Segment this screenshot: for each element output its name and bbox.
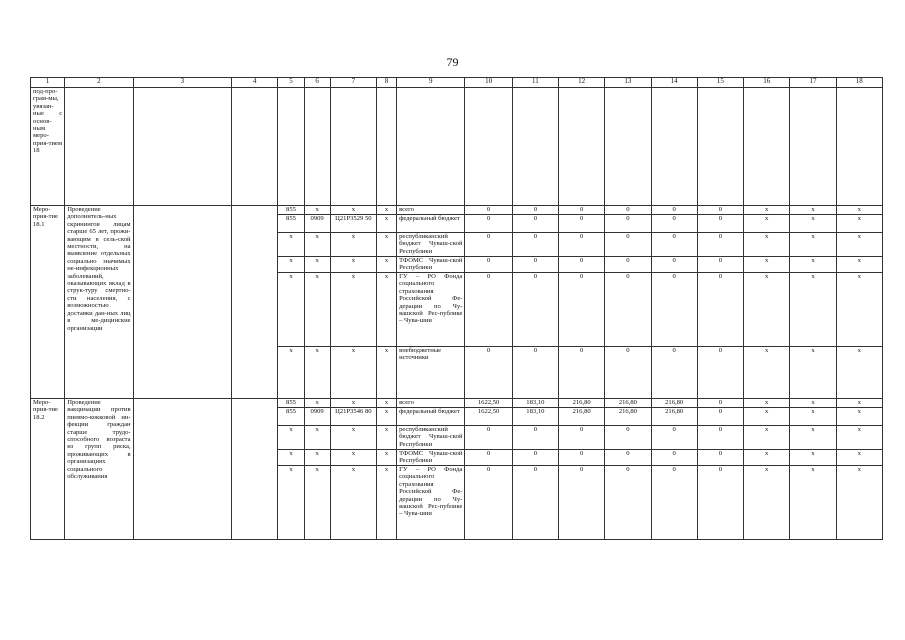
measure-code: Меро-прия-тие 18.2	[31, 399, 65, 540]
column-header-12: 12	[559, 78, 605, 88]
grbs-cell: x	[278, 426, 304, 450]
value-cell-12: 216,80	[559, 408, 605, 426]
value-cell-10: 1622,50	[465, 408, 512, 426]
value-cell-18: x	[836, 426, 882, 450]
target-article-cell: x	[330, 233, 376, 257]
value-cell-18: x	[836, 466, 882, 540]
value-cell-12: 0	[559, 426, 605, 450]
value-cell-13: 0	[605, 426, 651, 450]
measure-title: Проведение дополнитель-ных скринингов лицам старше 65 лет, прожи-вающим в сель-ской местности, на выявление отдельных социально значимых не-инфекционных заболеваний, оказывающих вклад в струк-туру смертно-сти населения, с возможностью доставки дан-ных лиц в ме-дицинские организации	[65, 206, 133, 399]
empty-cell	[232, 399, 278, 540]
subprogram-cell: под-про-грам-мы, увязан-ные с основ-ным меро-прия-тием 18	[31, 88, 65, 206]
value-cell-15: 0	[697, 408, 743, 426]
section-cell: x	[304, 450, 330, 466]
measure-18-2-row	[31, 399, 883, 408]
expense-type-cell: x	[376, 450, 396, 466]
value-cell-17: x	[790, 233, 836, 257]
target-article-cell: Ц21Р3529 50	[330, 215, 376, 233]
value-cell-14: 0	[651, 257, 697, 273]
expense-type-cell: x	[376, 215, 396, 233]
value-cell-11: 183,10	[512, 399, 558, 408]
target-article-cell: x	[330, 347, 376, 399]
value-cell-12: 0	[559, 347, 605, 399]
empty-cell	[133, 399, 232, 540]
value-cell-10: 0	[465, 273, 512, 347]
value-cell-13: 0	[605, 450, 651, 466]
target-article-cell: x	[330, 426, 376, 450]
value-cell-17: x	[790, 257, 836, 273]
section-cell: 0909	[304, 215, 330, 233]
value-cell-12: 0	[559, 257, 605, 273]
expense-type-cell: x	[376, 347, 396, 399]
column-header-11: 11	[512, 78, 558, 88]
value-cell-14: 216,80	[651, 399, 697, 408]
section-cell: x	[304, 233, 330, 257]
target-article-cell: x	[330, 466, 376, 540]
value-cell-12: 0	[559, 206, 605, 215]
section-cell: x	[304, 257, 330, 273]
value-cell-10: 0	[465, 206, 512, 215]
value-cell-13: 216,80	[605, 399, 651, 408]
value-cell-11: 0	[512, 273, 558, 347]
value-cell-16: x	[744, 450, 790, 466]
header-row	[31, 78, 883, 88]
funding-source-cell: ТФОМС Чуваш-ской Республики	[397, 450, 465, 466]
value-cell-17: x	[790, 347, 836, 399]
value-cell-10: 0	[465, 466, 512, 540]
funding-source-cell: ТФОМС Чуваш-ской Республики	[397, 257, 465, 273]
funding-source-cell: всего	[397, 206, 465, 215]
section-cell: x	[304, 466, 330, 540]
value-cell-11: 0	[512, 257, 558, 273]
value-cell-17: x	[790, 466, 836, 540]
grbs-cell: 855	[278, 215, 304, 233]
value-cell-12: 0	[559, 450, 605, 466]
grbs-cell: x	[278, 466, 304, 540]
column-header-18: 18	[836, 78, 882, 88]
value-cell-13: 0	[605, 233, 651, 257]
value-cell-12: 0	[559, 273, 605, 347]
column-header-10: 10	[465, 78, 512, 88]
section-cell: x	[304, 206, 330, 215]
measure-18-1-row	[31, 206, 883, 215]
value-cell-12: 0	[559, 233, 605, 257]
value-cell-15: 0	[697, 215, 743, 233]
target-article-cell: x	[330, 206, 376, 215]
funding-source-cell: республиканский бюджет Чуваш-ской Республики	[397, 426, 465, 450]
column-header-14: 14	[651, 78, 697, 88]
value-cell-18: x	[836, 399, 882, 408]
funding-source-cell: ГУ – РО Фонда социального страхования Российской Фе-дерации по Чу-вашской Рес-публике – Чува-шии	[397, 273, 465, 347]
value-cell-10: 1622,50	[465, 399, 512, 408]
value-cell-15: 0	[697, 399, 743, 408]
value-cell-16: x	[744, 408, 790, 426]
value-cell-15: 0	[697, 273, 743, 347]
funding-source-cell: всего	[397, 399, 465, 408]
measure-title: Проведение вакцинации против пневмо-кокковой ин-фекции граждан старше трудо-способного возраста из групп риска, проживающих в организациях социального обслуживания	[65, 399, 133, 540]
funding-source-cell: федеральный бюджет	[397, 215, 465, 233]
value-cell-18: x	[836, 450, 882, 466]
value-cell-14: 0	[651, 233, 697, 257]
value-cell-16: x	[744, 257, 790, 273]
value-cell-11: 183,10	[512, 408, 558, 426]
section-cell: x	[304, 273, 330, 347]
value-cell-16: x	[744, 233, 790, 257]
value-cell-15: 0	[697, 257, 743, 273]
value-cell-10: 0	[465, 233, 512, 257]
value-cell-18: x	[836, 206, 882, 215]
value-cell-15: 0	[697, 426, 743, 450]
value-cell-16: x	[744, 426, 790, 450]
column-header-13: 13	[605, 78, 651, 88]
column-header-5: 5	[278, 78, 304, 88]
intro-row	[31, 88, 883, 206]
funding-source-cell: федеральный бюджет	[397, 408, 465, 426]
value-cell-10: 0	[465, 215, 512, 233]
value-cell-16: x	[744, 273, 790, 347]
value-cell-11: 0	[512, 466, 558, 540]
value-cell-10: 0	[465, 257, 512, 273]
value-cell-12: 0	[559, 215, 605, 233]
value-cell-15: 0	[697, 347, 743, 399]
value-cell-11: 0	[512, 206, 558, 215]
value-cell-11: 0	[512, 215, 558, 233]
grbs-cell: 855	[278, 206, 304, 215]
section-cell: x	[304, 426, 330, 450]
grbs-cell: 855	[278, 408, 304, 426]
expense-type-cell: x	[376, 408, 396, 426]
value-cell-17: x	[790, 273, 836, 347]
value-cell-12: 0	[559, 466, 605, 540]
value-cell-18: x	[836, 408, 882, 426]
value-cell-17: x	[790, 215, 836, 233]
value-cell-18: x	[836, 273, 882, 347]
value-cell-15: 0	[697, 466, 743, 540]
column-header-2: 2	[65, 78, 133, 88]
expense-type-cell: x	[376, 273, 396, 347]
value-cell-16: x	[744, 206, 790, 215]
expense-type-cell: x	[376, 206, 396, 215]
measure-code: Меро-прия-тие 18.1	[31, 206, 65, 399]
value-cell-13: 216,80	[605, 408, 651, 426]
value-cell-13: 0	[605, 347, 651, 399]
value-cell-18: x	[836, 215, 882, 233]
value-cell-10: 0	[465, 450, 512, 466]
grbs-cell: x	[278, 347, 304, 399]
value-cell-11: 0	[512, 450, 558, 466]
grbs-cell: x	[278, 273, 304, 347]
value-cell-18: x	[836, 347, 882, 399]
value-cell-14: 0	[651, 347, 697, 399]
value-cell-13: 0	[605, 206, 651, 215]
column-header-8: 8	[376, 78, 396, 88]
section-cell: 0909	[304, 408, 330, 426]
page-number: 79	[446, 55, 459, 69]
value-cell-11: 0	[512, 426, 558, 450]
value-cell-16: x	[744, 215, 790, 233]
value-cell-15: 0	[697, 233, 743, 257]
value-cell-17: x	[790, 426, 836, 450]
value-cell-17: x	[790, 206, 836, 215]
target-article-cell: x	[330, 399, 376, 408]
column-header-16: 16	[744, 78, 790, 88]
value-cell-17: x	[790, 408, 836, 426]
column-header-17: 17	[790, 78, 836, 88]
target-article-cell: x	[330, 450, 376, 466]
column-header-3: 3	[133, 78, 232, 88]
value-cell-16: x	[744, 466, 790, 540]
value-cell-14: 0	[651, 273, 697, 347]
value-cell-16: x	[744, 399, 790, 408]
expense-type-cell: x	[376, 426, 396, 450]
value-cell-14: 216,80	[651, 408, 697, 426]
value-cell-16: x	[744, 347, 790, 399]
value-cell-13: 0	[605, 215, 651, 233]
column-header-1: 1	[31, 78, 65, 88]
column-header-6: 6	[304, 78, 330, 88]
budget-table	[30, 77, 883, 540]
section-cell: x	[304, 399, 330, 408]
value-cell-10: 0	[465, 426, 512, 450]
value-cell-12: 216,80	[559, 399, 605, 408]
target-article-cell: Ц21Р3546 80	[330, 408, 376, 426]
target-article-cell: x	[330, 257, 376, 273]
section-cell: x	[304, 347, 330, 399]
grbs-cell: x	[278, 450, 304, 466]
expense-type-cell: x	[376, 257, 396, 273]
empty-cell	[133, 206, 232, 399]
value-cell-17: x	[790, 450, 836, 466]
value-cell-14: 0	[651, 450, 697, 466]
expense-type-cell: x	[376, 466, 396, 540]
expense-type-cell: x	[376, 399, 396, 408]
value-cell-14: 0	[651, 426, 697, 450]
column-header-9: 9	[397, 78, 465, 88]
grbs-cell: 855	[278, 399, 304, 408]
value-cell-18: x	[836, 233, 882, 257]
funding-source-cell: республиканский бюджет Чуваш-ской Республики	[397, 233, 465, 257]
value-cell-14: 0	[651, 466, 697, 540]
funding-source-cell: внебюджетные источники	[397, 347, 465, 399]
value-cell-11: 0	[512, 347, 558, 399]
expense-type-cell: x	[376, 233, 396, 257]
value-cell-13: 0	[605, 273, 651, 347]
value-cell-11: 0	[512, 233, 558, 257]
empty-cell	[232, 206, 278, 399]
value-cell-14: 0	[651, 215, 697, 233]
column-header-4: 4	[232, 78, 278, 88]
value-cell-18: x	[836, 257, 882, 273]
value-cell-15: 0	[697, 206, 743, 215]
target-article-cell: x	[330, 273, 376, 347]
column-header-15: 15	[697, 78, 743, 88]
value-cell-13: 0	[605, 257, 651, 273]
funding-source-cell: ГУ – РО Фонда социального страхования Российской Фе-дерации по Чу-вашской Рес-публике – Чува-шии	[397, 466, 465, 540]
value-cell-13: 0	[605, 466, 651, 540]
value-cell-10: 0	[465, 347, 512, 399]
grbs-cell: x	[278, 257, 304, 273]
value-cell-15: 0	[697, 450, 743, 466]
grbs-cell: x	[278, 233, 304, 257]
column-header-7: 7	[330, 78, 376, 88]
value-cell-17: x	[790, 399, 836, 408]
value-cell-14: 0	[651, 206, 697, 215]
